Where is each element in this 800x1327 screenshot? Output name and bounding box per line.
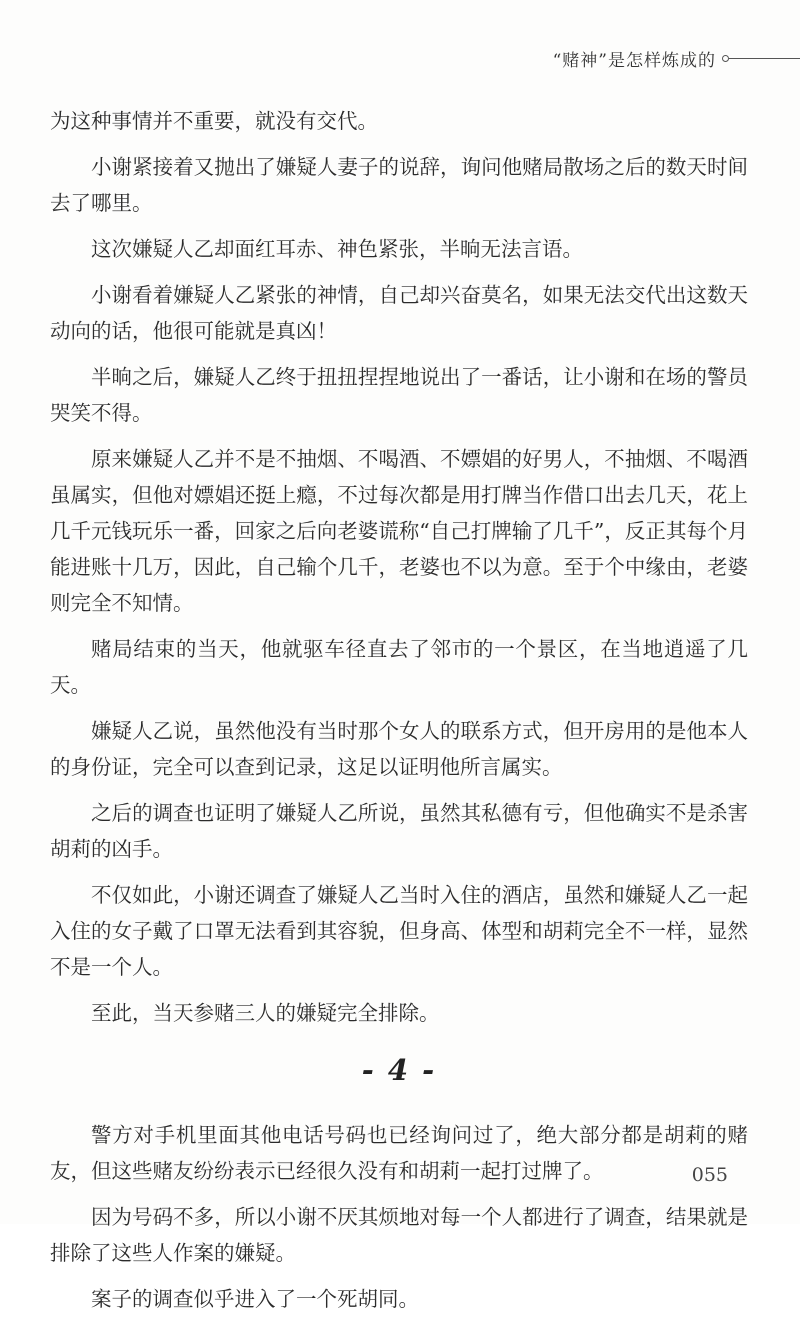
running-header: [553, 40, 800, 76]
paragraph: 至此，当天参赌三人的嫌疑完全排除。: [91, 1001, 440, 1025]
paragraph: 嫌疑人乙说，虽然他没有当时那个女人的联系方式，但开房用的是他本人的身份证，完全可以查到记录，这足以证明他所言属实。: [50, 719, 748, 779]
paragraph: 半晌之后，嫌疑人乙终于扭扭捏捏地说出了一番话，让小谢和在场的警员哭笑不得。: [50, 365, 748, 425]
paragraph: 这次嫌疑人乙却面红耳赤、神色紧张，半晌无法言语。: [91, 237, 583, 261]
paragraph: 案子的调查似乎进入了一个死胡同。: [91, 1287, 419, 1311]
paragraph: 因为号码不多，所以小谢不厌其烦地对每一个人都进行了调查，结果就是排除了这些人作案的嫌疑。: [50, 1205, 748, 1265]
page-number: 055: [691, 1164, 728, 1186]
running-header-title: “赌神”是怎样炼成的: [552, 50, 716, 71]
paragraph: 警方对手机里面其他电话号码也已经询问过了，绝大部分都是胡莉的赌友，但这些赌友纷纷表示已经很久没有和胡莉一起打过牌了。: [50, 1123, 748, 1183]
paragraph: 小谢紧接着又抛出了嫌疑人妻子的说辞，询问他赌局散场之后的数天时间去了哪里。: [50, 155, 748, 215]
paragraph: 赌局结束的当天，他就驱车径直去了邻市的一个景区，在当地逍遥了几天。: [50, 637, 748, 697]
paragraph: 不仅如此，小谢还调查了嫌疑人乙当时入住的酒店，虽然和嫌疑人乙一起入住的女子戴了口罩无法看到其容貌，但身高、体型和胡莉完全不一样，显然不是一个人。: [50, 883, 748, 979]
header-ornament: [722, 55, 800, 62]
section-heading: - 4 -: [361, 1053, 437, 1087]
paragraph: 为这种事情并不重要，就没有交代。: [50, 109, 378, 133]
paragraph: 之后的调查也证明了嫌疑人乙所说，虽然其私德有亏，但他确实不是杀害胡莉的凶手。: [50, 801, 748, 861]
header-circle-icon: [722, 55, 729, 62]
paragraph: 原来嫌疑人乙并不是不抽烟、不喝酒、不嫖娼的好男人，不抽烟、不喝酒虽属实，但他对嫖娼还挺上瘾，不过每次都是用打牌当作借口出去几天，花上几千元钱玩乐一番，回家之后向老婆谎称“自己打牌输了几千”，反正其每个月能进账十几万，因此，自己输个几千，老婆也不以为意。至于个中缘由，老婆则完全不知情。: [50, 447, 748, 615]
paragraph: 小谢看着嫌疑人乙紧张的神情，自己却兴奋莫名，如果无法交代出这数天动向的话，他很可能就是真凶！: [50, 283, 748, 343]
header-rule: [729, 58, 800, 59]
page-body: [50, 103, 748, 1327]
